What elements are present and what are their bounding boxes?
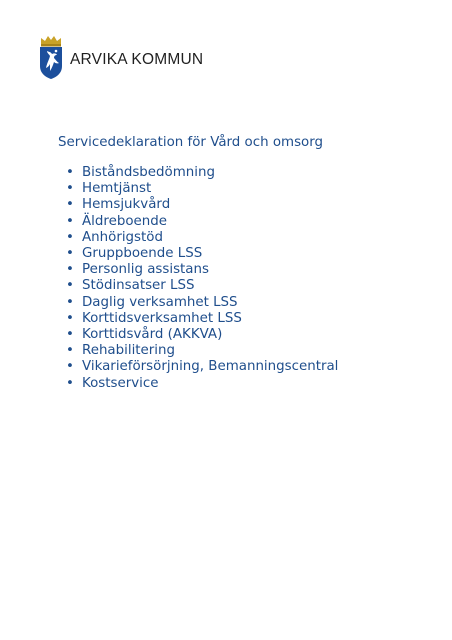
bullet-icon: • <box>66 181 74 197</box>
list-item-label: Äldreboende <box>82 213 167 229</box>
list-item <box>58 295 338 311</box>
list-item-label: Hemtjänst <box>82 181 152 197</box>
list-item-label: Hemsjukvård <box>82 197 171 213</box>
organization-name: ARVIKA KOMMUN <box>70 51 204 69</box>
list-item-label: Stödinsatser LSS <box>82 278 195 294</box>
header-logo <box>38 34 203 80</box>
bullet-icon: • <box>66 262 74 278</box>
list-item-label: Vikarieförsörjning, Bemanningscentral <box>82 359 339 375</box>
bullet-icon: • <box>66 165 74 180</box>
bullet-icon: • <box>66 310 74 326</box>
list-item-label: Rehabilitering <box>82 343 175 359</box>
list-item-label: Anhörigstöd <box>82 229 163 245</box>
list-item <box>58 327 338 343</box>
list-item <box>58 246 338 262</box>
bullet-icon: • <box>66 359 74 375</box>
list-item-label: Kostservice <box>82 375 159 391</box>
bullet-icon: • <box>66 327 74 343</box>
list-item-label: Gruppboende LSS <box>82 246 203 262</box>
bullet-icon: • <box>66 246 74 262</box>
list-item-label: Korttidsvård (AKKVA) <box>82 327 223 343</box>
bullet-icon: • <box>66 343 74 359</box>
bullet-icon: • <box>66 197 74 213</box>
coat-of-arms-icon <box>38 34 64 80</box>
list-item <box>58 165 338 181</box>
document-body <box>58 135 338 392</box>
list-item-label: Personlig assistans <box>82 262 209 278</box>
list-item <box>58 359 338 375</box>
bullet-icon: • <box>66 278 74 294</box>
bullet-icon: • <box>66 213 74 229</box>
list-item <box>58 311 338 327</box>
list-item <box>58 214 338 230</box>
list-item <box>58 262 338 278</box>
bullet-icon: • <box>66 375 74 391</box>
list-item <box>58 181 338 197</box>
list-item-label: Biståndsbedömning <box>82 165 215 180</box>
bullet-icon: • <box>66 294 74 310</box>
list-item <box>58 376 338 392</box>
document-title: Servicedeklaration för Vård och omsorg <box>58 135 324 150</box>
list-item <box>58 343 338 359</box>
list-item-label: Korttidsverksamhet LSS <box>82 310 242 326</box>
list-item-label: Daglig verksamhet LSS <box>82 294 238 310</box>
list-item <box>58 197 338 213</box>
bullet-icon: • <box>66 229 74 245</box>
list-item <box>58 278 338 294</box>
service-list <box>58 165 338 392</box>
list-item <box>58 230 338 246</box>
